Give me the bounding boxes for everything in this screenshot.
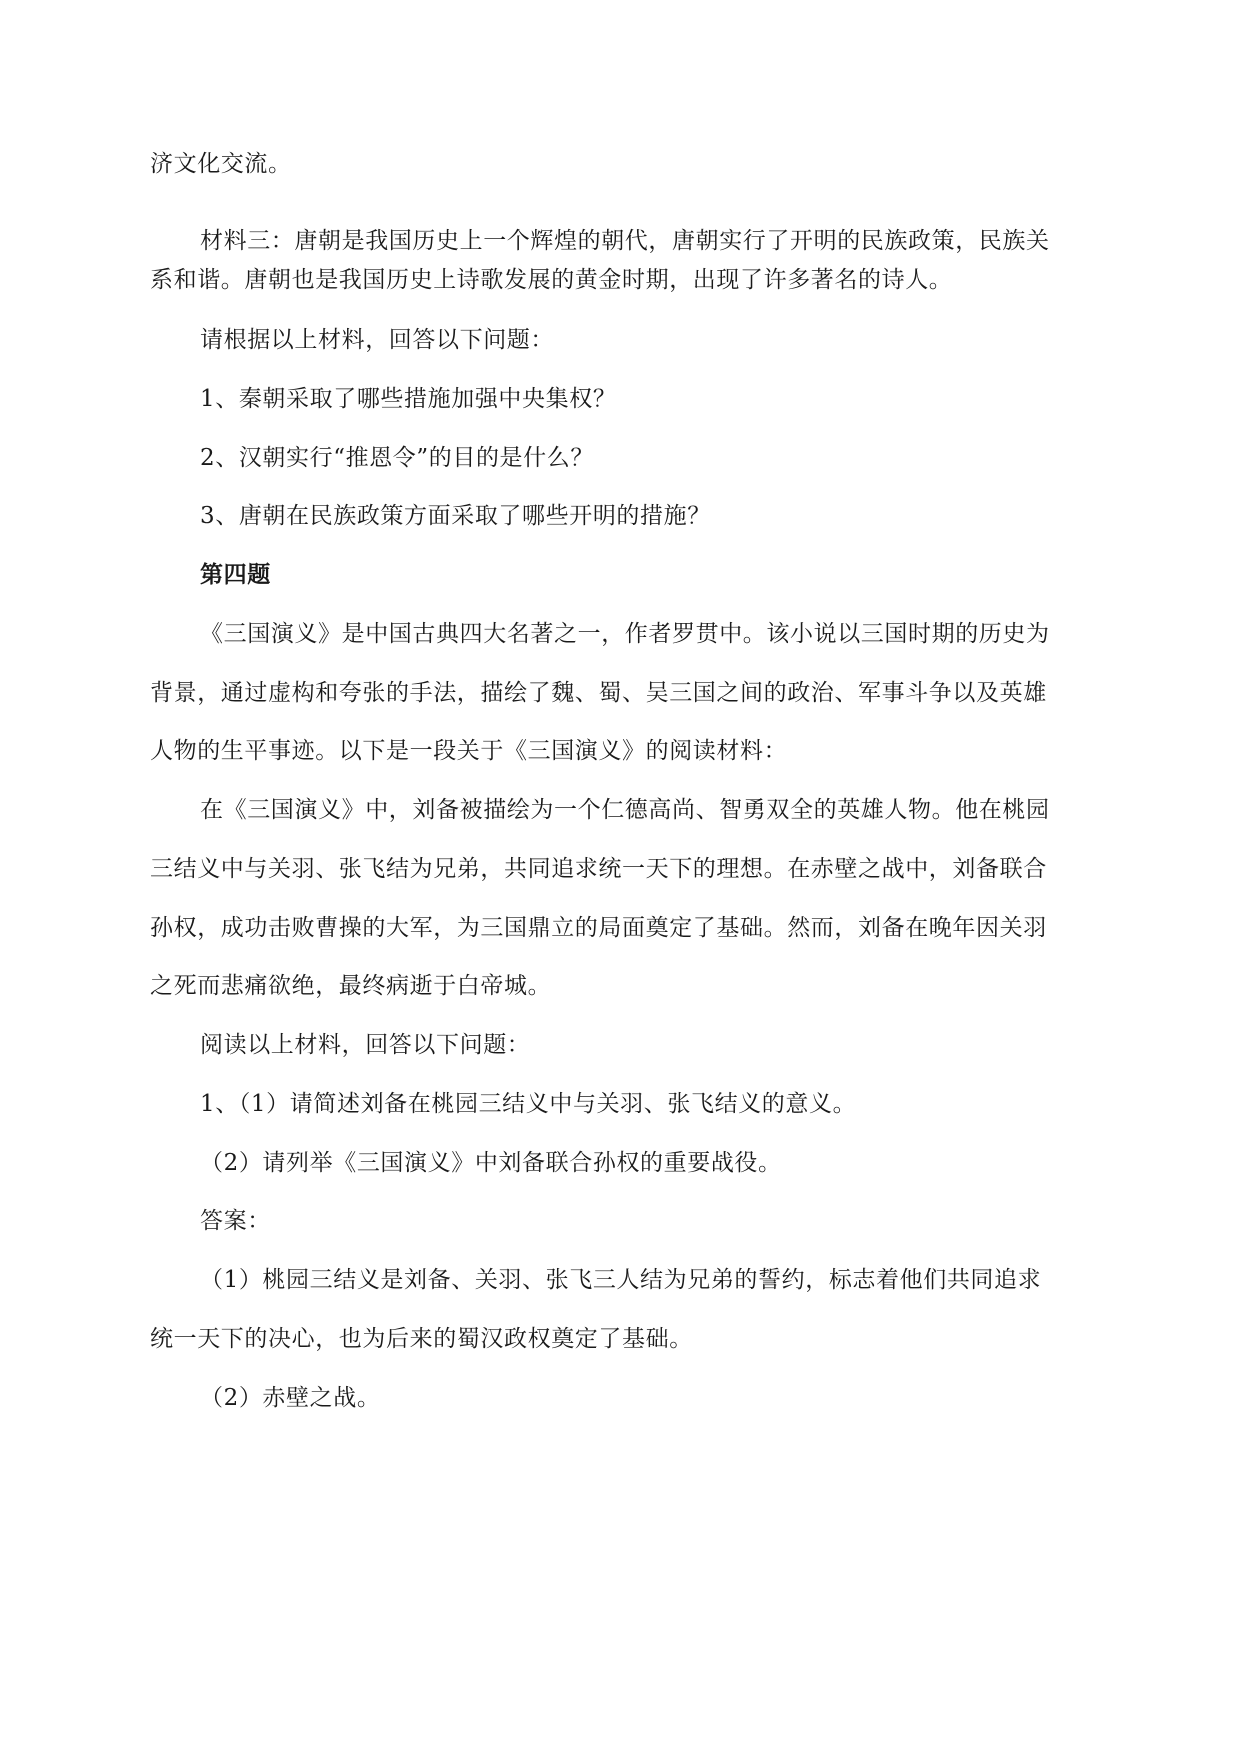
text-line: 背景，通过虚构和夸张的手法，描绘了魏、蜀、吴三国之间的政治、军事斗争以及英雄 <box>150 680 1047 706</box>
text-line: 请根据以上材料，回答以下问题： <box>200 327 554 353</box>
text-line: 济文化交流。 <box>150 151 292 177</box>
answer-item: （1）桃园三结义是刘备、关羽、张飞三人结为兄弟的誓约，标志着他们共同追求 <box>200 1267 1042 1293</box>
text-line: 系和谐。唐朝也是我国历史上诗歌发展的黄金时期，出现了许多著名的诗人。 <box>150 267 953 293</box>
text-line: 在《三国演义》中，刘备被描绘为一个仁德高尚、智勇双全的英雄人物。他在桃园 <box>200 797 1050 823</box>
answer-heading: 答案： <box>200 1208 271 1234</box>
text-line: 三结义中与关羽、张飞结为兄弟，共同追求统一天下的理想。在赤壁之战中，刘备联合 <box>150 856 1047 882</box>
text-line: 《三国演义》是中国古典四大名著之一，作者罗贯中。该小说以三国时期的历史为 <box>200 621 1050 647</box>
answer-item: 统一天下的决心，也为后来的蜀汉政权奠定了基础。 <box>150 1326 693 1352</box>
question-item: 2、汉朝实行“推恩令”的目的是什么？ <box>200 445 594 471</box>
text-line: 阅读以上材料，回答以下问题： <box>200 1032 531 1058</box>
question-item: 1、秦朝采取了哪些措施加强中央集权？ <box>200 386 617 412</box>
text-line: 人物的生平事迹。以下是一段关于《三国演义》的阅读材料： <box>150 738 788 764</box>
text-line: 孙权，成功击败曹操的大军，为三国鼎立的局面奠定了基础。然而，刘备在晚年因关羽 <box>150 915 1047 941</box>
text-line: 材料三：唐朝是我国历史上一个辉煌的朝代，唐朝实行了开明的民族政策，民族关 <box>200 228 1050 254</box>
question-item: 3、唐朝在民族政策方面采取了哪些开明的措施？ <box>200 503 711 529</box>
question-item: 1、（1）请简述刘备在桃园三结义中与关羽、张飞结义的意义。 <box>200 1091 857 1117</box>
section-heading: 第四题 <box>200 561 271 588</box>
text-line: 之死而悲痛欲绝，最终病逝于白帝城。 <box>150 973 552 999</box>
question-item: （2）请列举《三国演义》中刘备联合孙权的重要战役。 <box>200 1150 782 1176</box>
answer-item: （2）赤壁之战。 <box>200 1385 381 1411</box>
